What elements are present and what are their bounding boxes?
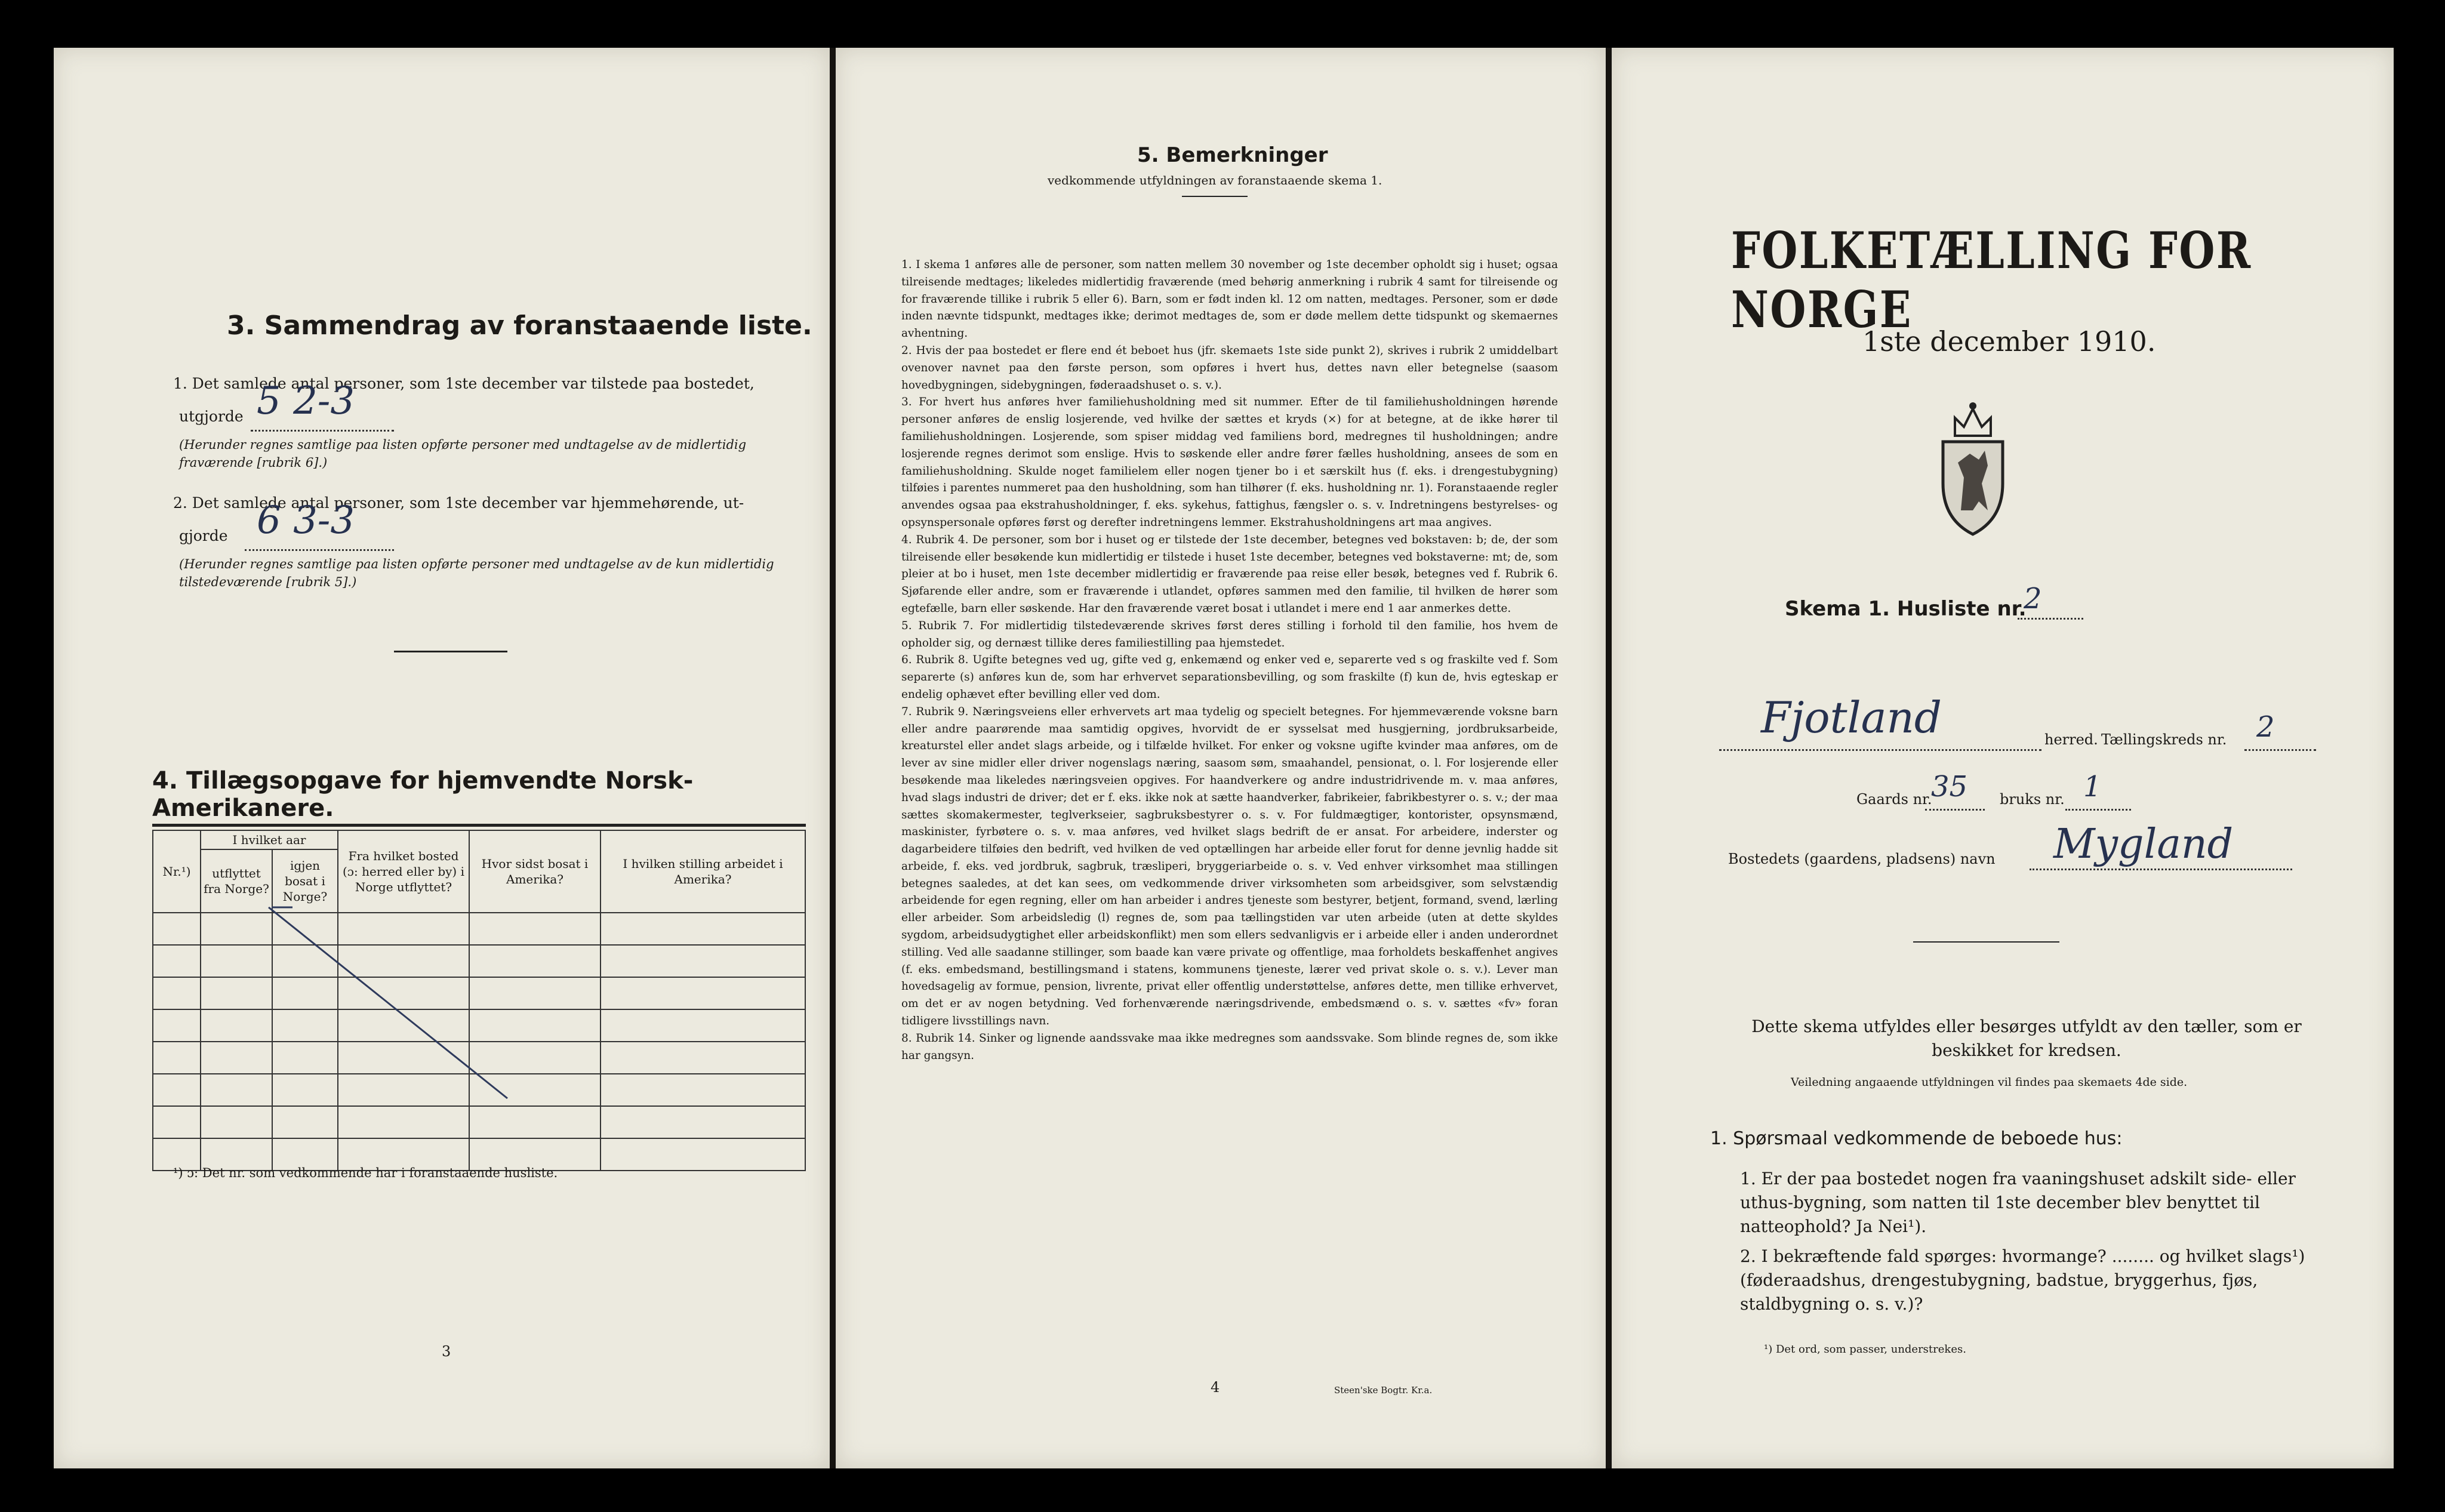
col-group-year: I hvilket aar	[201, 830, 338, 849]
page-fold	[1606, 48, 1612, 1468]
kreds-handwritten: 2	[2256, 710, 2275, 744]
remark-8: 8. Rubrik 14. Sinker og lignende aandssvake maa ikke medregnes som aandssvake. Som blinde regnes de, som ikke har gangsyn.	[901, 1031, 1558, 1062]
section-4-title: 4. Tillægsopgave for hjemvendte Norsk-Amerikanere.	[152, 767, 694, 822]
page-4	[836, 48, 1606, 1468]
remark-7: 7. Rubrik 9. Næringsveiens eller erhvervets art maa tydelig og specielt betegnes. For hjemmeværende voksne barn eller andre paarørende maa samtidig opgives, hvorvidt de er sysselsat med husgjerning, jordbruksarbeide, kreaturstel eller andet slags arbeide, og i tilfælde hvilket. For enker og voksne ugifte kvinder maa anføres, om de lever av sine midler eller driver nogenslags næring, saasom søm, smaahandel, pensionat, o. l. For losjerende eller besøkende maa likeledes næringsveien opgives. For haandverkere og andre industridrivende m. v. maa anføres, hvad slags industri de driver; det er f. eks. ikke nok at sætte haandverker, fabrikeier, fabrikbestyrer o. s. v.; der maa sættes skomakermester, teglverkseier, sagbruksbestyrer o. s. v. For fuldmægtiger, kontorister, opsynsmænd, maskinister, fyrbøtere o. s. v. maa anføres, ved hvilket slags bedrift de er ansat. For arbeidere, inderster og dagarbeidere tilføies den bedrift, ved hvilken de ved optællingen har arbeide eller forut for denne jevnlig hadde sit arbeide, f. eks. ved jordbruk, sagbruk, træsliperi, bryggeriarbeide o. s. v. Ved enhver virksomhet maa stillingen betegnes saaledes, at det kan sees, om vedkommende driver virksomheten som arbeidsgiver, som selvstændig arbeidende for egen regning, eller om han arbeider i andres tjeneste som bestyrer, betjent, formand, svend, lærling eller arbeider. Som arbeidsledig (l) regnes de, som paa tællingstiden var uten arbeide (uten at dette skyldes sygdom, arbeidsudygtighet eller arbeidskonflikt) men som ellers sedvanligvis er i arbeide eller i anden underordnet stilling. Ved alle saadanne stillinger, som baade kan være private og offentlige, maa forholdets beskaffenhet angives (f. eks. embedsmand, bestillingsmand i statens, kommunens tjeneste, lærer ved privat skole o. s. v.). Lever man hovedsagelig av formue, pension, livrente, privat eller offentlig understøttelse, anføres dette, men tillike erhvervet, om det er av nogen betydning. Ved forhenværende næringsdrivende, embedsmænd o. s. v. sættes «fv» foran tidligere livsstillings navn.	[901, 705, 1558, 1028]
bruk-label: bruks nr.	[2000, 791, 2065, 808]
col-utflyttet: utflyttet fra Norge?	[201, 849, 272, 913]
col-stilling: I hvilken stilling arbeidet i Amerika?	[601, 830, 805, 913]
printer-credit: Steen'ske Bogtr. Kr.a.	[1334, 1385, 1433, 1396]
herred-line	[1719, 749, 2041, 751]
schema-label: Skema 1. Husliste nr.	[1785, 597, 2027, 621]
question-1: 1. Er der paa bostedet nogen fra vaaningshuset adskilt side- eller uthus-bygning, som natten til 1ste december blev benyttet til natteophold? Ja Nei¹).	[1740, 1169, 2296, 1236]
page-number: 3	[442, 1343, 451, 1360]
summary-item-1-utgjorde: utgjorde	[179, 408, 244, 425]
husliste-line	[2018, 618, 2083, 620]
census-date: 1ste december 1910.	[1862, 325, 2156, 358]
page-number: 4	[1211, 1379, 1220, 1396]
remarks-subtitle: vedkommende utfyldningen av foranstaaende skema 1.	[1048, 173, 1382, 187]
bosted-line	[2030, 869, 2292, 870]
herred-label: herred.	[2044, 731, 2098, 748]
remarks-title: 5. Bemerkninger	[1137, 143, 1328, 167]
form-title: FOLKETÆLLING FOR NORGE	[1731, 221, 2252, 339]
col-nr: Nr.¹)	[153, 830, 201, 913]
kreds-label: Tællingskreds nr.	[2101, 731, 2227, 748]
remark-3: 3. For hvert hus anføres hver familiehusholdning med sit nummer. Efter de til familiehusholdningen hørende personer anføres de enslig losjerende, ved hvilke der sættes et kryds (×) for at betegne, at de ikke hører til familiehusholdningen. Losjerende, som spiser middag ved familiens bord, medregnes til husholdningen; andre losjerende regnes derimot som enslige. Hvis to søskende eller andre fører fælles husholdning, ansees de som en familiehusholdning. Skulde noget familielem eller nogen tjener bo i et særskilt hus (f. eks. i drengestubygning) tilføies i parentes nummeret paa den husholdning, som han tilhører (f. eks. husholdning nr. 1). Foranstaaende regler anvendes ogsaa paa ekstrahusholdninger, f. eks. sykehus, fattighus, fængsler o. s. v. Indretningens bestyrelses- og opsynspersonale opføres først og derefter indretningens lemmer. Ekstrahusholdningens art maa angives.	[901, 396, 1558, 529]
form-footnote: ¹) Det ord, som passer, understrekes.	[1764, 1343, 1966, 1356]
col-fra-bosted: Fra hvilket bosted (ɔ: herred eller by) i Norge utflyttet?	[338, 830, 469, 913]
gaard-label: Gaards nr.	[1856, 791, 1932, 808]
coat-of-arms-icon	[1934, 394, 2012, 537]
question-2: 2. I bekræftende fald spørges: hvormange? ........ og hvilket slags¹) (føderaadshus, drengestubygning, badstue, bryggerhus, fjøs, staldbygning o. s. v.)?	[1740, 1246, 2305, 1314]
bruk-handwritten: 1	[2083, 770, 2102, 803]
remark-4: 4. Rubrik 4. De personer, som bor i huset og er tilstede der 1ste december, betegnes ved bokstaven: b; de, der som tilreisende eller besøkende kun midlertidig er tilstede i huset 1ste december, betegnes ved bokstaverne: mt; de, som pleier at bo i huset, men 1ste december midlertidig er fraværende paa reise eller besøk, betegnes ved f. Rubrik 6. Sjøfarende eller andre, som er fraværende i utlandet, opføres sammen med den familie, til hvilken de hører som egtefælle, barn eller søskende. Har den fraværende været bosat i utlandet i mere end 1 aar anmerkes dette.	[901, 533, 1558, 615]
summary-item-2-text: 2. Det samlede antal personer, som 1ste december var hjemmehørende, ut-	[173, 494, 744, 512]
strike-through-line	[54, 48, 830, 1468]
bosted-label: Bostedets (gaardens, pladsens) navn	[1728, 851, 1996, 867]
table-footnote: ¹) ɔ: Det nr. som vedkommende har i foranstaaende husliste.	[173, 1166, 558, 1180]
remarks-separator	[1182, 196, 1248, 197]
page-3	[54, 48, 830, 1468]
instruction-note: Veiledning angaaende utfyldningen vil findes paa skemaets 4de side.	[1791, 1076, 2188, 1089]
summary-item-1-handwritten: 5 2-3	[257, 379, 355, 423]
instruction-text: Dette skema utfyldes eller besørges utfyldt av den tæller, som er beskikket for kredsen.	[1751, 1017, 2302, 1060]
section-3-title: 3. Sammendrag av foranstaaende liste.	[227, 310, 812, 341]
husliste-number-handwritten: 2	[2024, 582, 2042, 615]
remark-6: 6. Rubrik 8. Ugifte betegnes ved ug, gifte ved g, enkemænd og enker ved e, separerte ved s og fraskilte ved f. Som separerte (s) anføres kun de, som har erhvervet separationsbevilling, og som fraskilte (f) kun de, hvis egteskap er endelig ophævet efter bevilling eller ved dom.	[901, 654, 1558, 701]
col-hvor-bosat: Hvor sidst bosat i Amerika?	[469, 830, 601, 913]
herred-handwritten: Fjotland	[1761, 692, 1942, 743]
page-fold	[830, 48, 836, 1468]
remark-5: 5. Rubrik 7. For midlertidig tilstedeværende skrives først deres stilling i forhold til den familie, hos hvem de opholder sig, og dernæst tillike deres familiestilling paa hjemstedet.	[901, 619, 1558, 649]
gaard-handwritten: 35	[1931, 770, 1968, 803]
summary-item-2-utgjorde: gjorde	[179, 527, 228, 544]
questions-heading: 1. Spørsmaal vedkommende de beboede hus:	[1710, 1128, 2123, 1149]
page-1	[1612, 48, 2394, 1468]
bruk-line	[2065, 809, 2131, 811]
remark-1: 1. I skema 1 anføres alle de personer, som natten mellem 30 november og 1ste december opholdt sig i huset; ogsaa tilreisende medtages; likeledes midlertidig fraværende (med behørig anmerkning i rubrik 4 samt for tilreisende og for fraværende tillike i rubrik 5 eller 6). Barn, som er født inden kl. 12 om natten, medtages. Personer, som er døde inden nævnte tidspunkt, medtages ikke; derimot medtages de, som er døde mellem dette tidspunkt og skemaernes avhentning.	[901, 258, 1558, 340]
summary-item-1-text: 1. Det samlede antal personer, som 1ste december var tilstede paa bostedet,	[173, 375, 755, 392]
summary-item-2-note: (Herunder regnes samtlige paa listen opførte personer med undtagelse av de kun midlertidig tilstedeværende [rubrik 5].)	[179, 557, 774, 589]
remarks-list	[901, 257, 1558, 1064]
gaard-line	[1925, 809, 1985, 811]
bosted-handwritten: Mygland	[2053, 821, 2234, 868]
remark-2: 2. Hvis der paa bostedet er flere end ét beboet hus (jfr. skemaets 1ste side punkt 2), skrives i rubrik 2 umiddelbart ovenover navnet paa den første person, som opføres i hvert hus, dettes navn eller betegnelse (saasom hovedbygningen, sidebygningen, føderaadshuset o. s. v.).	[901, 344, 1558, 392]
summary-item-1-note: (Herunder regnes samtlige paa listen opførte personer med undtagelse av de midlertidig fraværende [rubrik 6].)	[179, 438, 747, 470]
ornament-rule	[1913, 941, 2059, 943]
summary-item-2-handwritten: 6 3-3	[257, 498, 355, 543]
kreds-line	[2244, 749, 2316, 751]
col-igjen-bosat: igjen bosat i Norge?	[272, 849, 338, 913]
